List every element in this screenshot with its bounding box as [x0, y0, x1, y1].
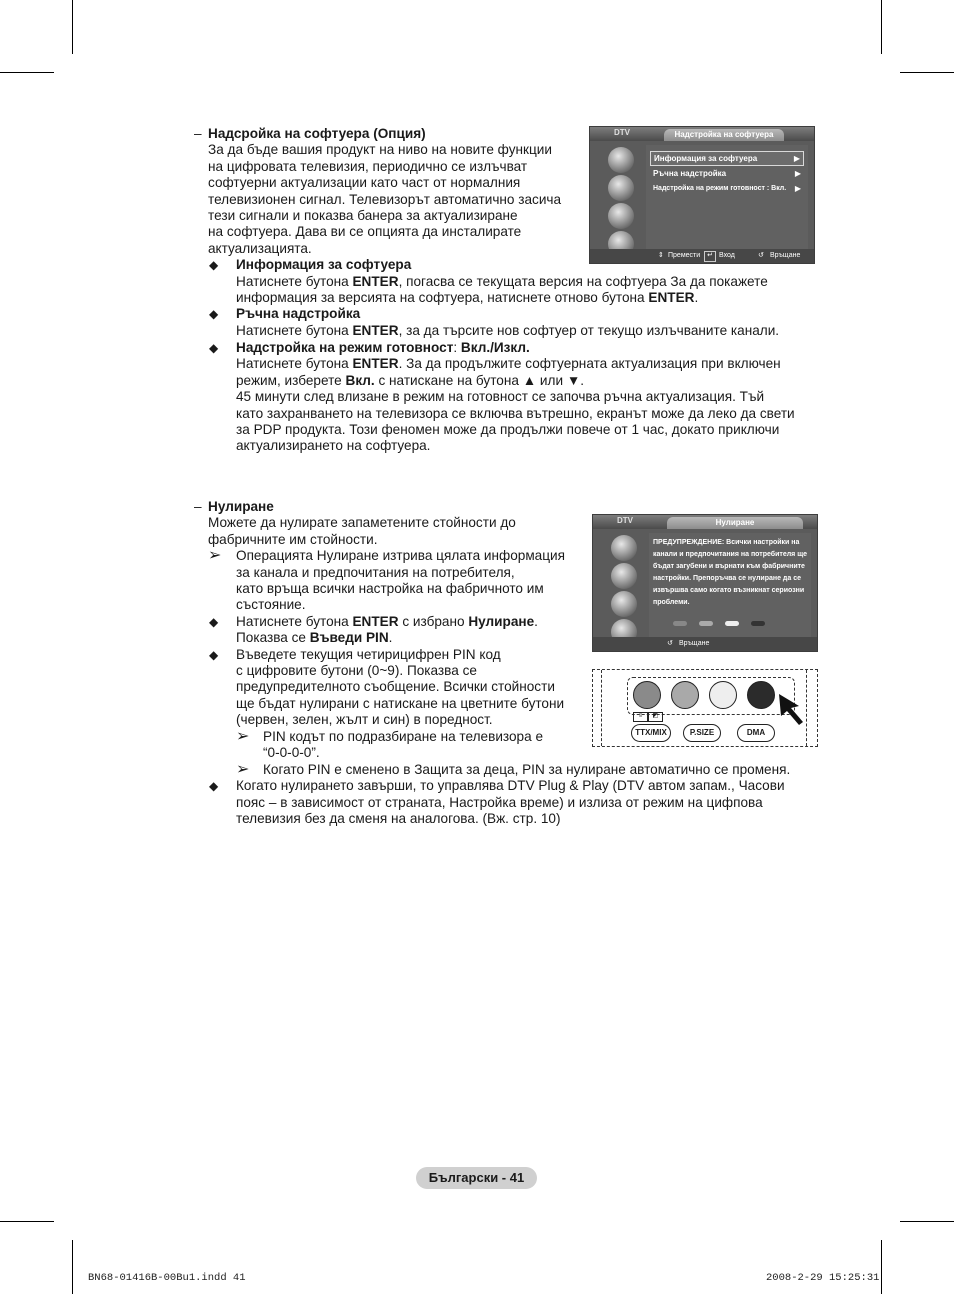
- reset-intro-line: фабричните им стойности.: [208, 531, 378, 547]
- osd-title: Нулиране: [667, 517, 803, 529]
- osd-footer-enter: Вход: [719, 252, 735, 259]
- reset-step-3-line: пояс – в зависимост от страната, Настройка време) и излиза от режим на цифпова: [236, 794, 763, 810]
- pin-default-note-line: “0-0-0-0”.: [263, 745, 320, 760]
- note-arrow-icon: ➢: [236, 761, 250, 778]
- note-arrow-icon: ➢: [236, 727, 250, 745]
- picture-menu-icon: [611, 535, 637, 561]
- diamond-bullet-icon: ◆: [209, 341, 219, 355]
- osd-footer-return: Връщане: [679, 640, 710, 647]
- software-intro-line: на софтуера. Дава ви се опцията да инсталирате: [208, 224, 522, 240]
- ttx-mix-button[interactable]: TTX/MIX: [631, 724, 671, 742]
- standby-more-line: като захранването на телевизора се включва вътрешно, екранът може да леко да свети: [236, 405, 795, 421]
- standby-title: Надстройка на режим готовност: Вкл./Изкл.: [236, 340, 530, 355]
- osd-software-upgrade-screen: [589, 126, 815, 264]
- crop-mark: [900, 1221, 954, 1222]
- software-intro-line: на цифровата телевизия, периодично се излъчват: [208, 158, 528, 174]
- red-button[interactable]: [633, 681, 661, 709]
- osd-warning-text: ПРЕДУПРЕЖДЕНИЕ: Всички настройки на канали и предпочитания на потребителя ще бъдат загубени и върнати към фабричните настройки. Препоръчва се нулиране да се извършва само когато възникнат сериозни проблеми.: [653, 539, 808, 606]
- reset-step-1-line-1: Натиснете бутона ENTER с избрано Нулиране.: [236, 613, 538, 629]
- dma-button[interactable]: DMA: [737, 724, 775, 742]
- sound-menu-icon: [608, 175, 634, 201]
- print-date-info: 2008-2-29 15:25:31: [766, 1272, 880, 1284]
- osd-footer-move: Премести: [668, 252, 701, 259]
- osd-item-standby-upgrade[interactable]: Надстройка на режим готовност : Вкл. ▶: [653, 184, 801, 193]
- software-intro-line: тези сигнали и показва банера за актуализиране: [208, 208, 518, 223]
- crop-mark: [0, 72, 54, 73]
- pin-change-note: Когато PIN е сменено в Защита за деца, PIN за нулиране автоматично се променя.: [263, 762, 791, 777]
- osd-dtv-label: DTV: [614, 128, 630, 137]
- return-icon: ↺: [758, 252, 764, 259]
- crop-mark: [72, 1240, 73, 1294]
- software-intro-line: За да бъде вашия продукт на ниво на новите функции: [208, 142, 552, 158]
- reset-note-line: Операцията Нулиране изтрива цялата информация: [236, 548, 565, 564]
- remote-control-illustration: [592, 669, 818, 747]
- osd-item-software-info[interactable]: Информация за софтуера ▶: [650, 151, 804, 166]
- osd-menu-panel: [646, 145, 808, 249]
- standby-line-2: режим, изберете Вкл. с натискане на бутона ▲ или ▼.: [236, 372, 585, 388]
- blue-button[interactable]: [747, 681, 775, 709]
- reset-step-2-line: Въведете текущия четирицифрен PIN код: [236, 646, 501, 662]
- reset-step-1-line-2: Показва се Въведи PIN.: [236, 630, 393, 646]
- reset-note-line: за канала и предпочитания на потребителя,: [236, 564, 515, 580]
- osd-dtv-label: DTV: [617, 516, 633, 525]
- info-line-2: информация за версията на софтуера, натиснете отново бутона ENTER.: [236, 290, 699, 305]
- picture-menu-icon: [608, 147, 634, 173]
- crop-mark: [881, 0, 882, 54]
- pointer-arrow-icon: [777, 692, 809, 726]
- reset-intro-line: Можете да нулирате запаметените стойности до: [208, 515, 516, 531]
- reset-step-2-line: ще бъдат нулирани с натискане на цветните бутони: [236, 695, 565, 711]
- teletext-mix-icon: ◩: [648, 712, 663, 722]
- setup-gear-icon: [608, 203, 634, 229]
- osd-item-manual-upgrade[interactable]: Ръчна надстройка ▶: [653, 169, 801, 178]
- dash-marker: –: [194, 499, 202, 514]
- crop-mark: [72, 0, 73, 54]
- reset-step-2-line: предупредителното съобщение. Всички стойности: [236, 679, 555, 695]
- software-intro-line: телевизионен сигнал. Телевизорът автоматично засича: [208, 191, 562, 207]
- software-intro-line: софтуерни актуализации като част от нормалния: [208, 175, 521, 191]
- color-key-red: [673, 621, 687, 626]
- software-intro-line: актуализацията.: [208, 240, 312, 256]
- reset-note-line: като връща всички настройка на фабричното им: [236, 581, 544, 596]
- crop-mark: [881, 1240, 882, 1294]
- color-key-green: [699, 621, 713, 626]
- reset-note-line: състояние.: [236, 597, 306, 613]
- standby-line-1: Натиснете бутона ENTER. За да продължите софтуерната актуализация при включен: [236, 356, 781, 372]
- osd-reset-screen: [592, 514, 818, 652]
- reset-step-3-line: телевизия без да сменя на аналогова. (Вж. стр. 10): [236, 811, 561, 827]
- reset-step-3-line: Когато нулирането завърши, то управлява DTV Plug & Play (DTV автом запам., Часови: [236, 778, 785, 794]
- move-updown-icon: ⇕: [658, 252, 664, 259]
- arrow-right-icon: ▶: [793, 154, 800, 163]
- reset-heading: Нулиране: [208, 499, 274, 514]
- reset-step-2-line: с цифровите бутони (0~9). Показва се: [236, 663, 477, 678]
- diamond-bullet-icon: ◆: [209, 779, 219, 794]
- yellow-button[interactable]: [709, 681, 737, 709]
- teletext-icon: ≡: [633, 712, 648, 722]
- manual-title: Ръчна надстройка: [236, 306, 361, 322]
- software-heading: Надсройка на софтуера (Опция): [208, 126, 426, 141]
- info-title: Информация за софтуера: [236, 257, 412, 273]
- sound-menu-icon: [611, 563, 637, 589]
- print-file-info: BN68-01416B-00Bu1.indd 41: [88, 1272, 246, 1284]
- osd-sidebar: [603, 531, 649, 637]
- crop-mark: [0, 1221, 54, 1222]
- info-line-1: Натиснете бутона ENTER, погасва се текущата версия на софтуера За да покажете: [236, 273, 768, 289]
- osd-footer: [593, 637, 817, 651]
- note-arrow-icon: ➢: [208, 547, 222, 565]
- crop-mark: [900, 72, 954, 73]
- color-key-blue: [751, 621, 765, 626]
- diamond-bullet-icon: ◆: [209, 614, 219, 629]
- remote-edge: [601, 670, 603, 746]
- green-button[interactable]: [671, 681, 699, 709]
- color-key-yellow: [725, 621, 739, 626]
- diamond-bullet-icon: ◆: [209, 647, 219, 662]
- osd-footer-return: Връщане: [770, 252, 801, 259]
- osd-footer: [590, 249, 814, 263]
- p-size-button[interactable]: P.SIZE: [683, 724, 721, 742]
- osd-title: Надстройка на софтуера: [664, 129, 784, 141]
- dash-marker: –: [194, 126, 202, 141]
- page-number-badge: Български - 41: [416, 1167, 537, 1189]
- return-icon: ↺: [667, 640, 673, 647]
- arrow-right-icon: ▶: [794, 184, 801, 193]
- enter-key-icon: ↵: [704, 251, 716, 262]
- pin-default-note-line: PIN кодът по подразбиране на телевизора е: [263, 728, 544, 744]
- standby-more-line: актуализирането на софтуера.: [236, 438, 431, 454]
- diamond-bullet-icon: ◆: [209, 307, 219, 322]
- standby-more-line: 45 минути след влизане в режим на готовност се започва ръчна актуализация. Тъй: [236, 389, 765, 405]
- reset-step-2-line: (червен, зелен, жълт и син) в поредност.: [236, 712, 493, 728]
- setup-gear-icon: [611, 591, 637, 617]
- osd-warning-panel: [649, 533, 811, 637]
- diamond-bullet-icon: ◆: [209, 258, 219, 273]
- osd-sidebar: [600, 143, 646, 249]
- arrow-right-icon: ▶: [794, 169, 801, 178]
- standby-more-line: за PDP продукта. Този феномен може да продължи повече от 1 час, докато приключи: [236, 422, 780, 437]
- manual-line: Натиснете бутона ENTER, за да търсите нов софтуер от текущо излъчваните канали.: [236, 322, 780, 338]
